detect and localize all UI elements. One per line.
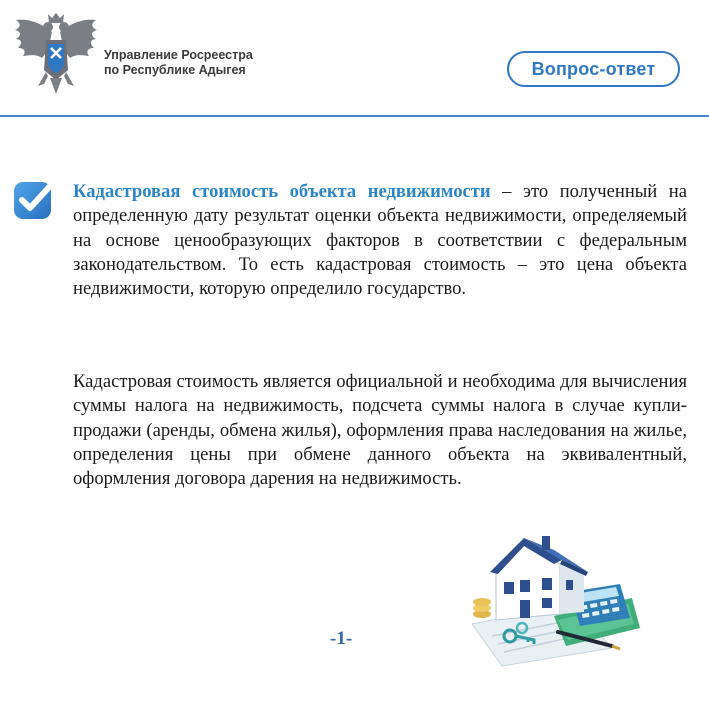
checkmark-badge-icon [13, 178, 55, 220]
header [0, 0, 709, 118]
org-name-line1: Управление Росреестра [104, 48, 253, 62]
qa-badge: Вопрос-ответ [507, 51, 680, 87]
house-calculator-illustration [462, 528, 642, 668]
page-number: -1- [330, 628, 353, 649]
eagle-emblem-icon [12, 10, 100, 96]
org-name-line2: по Республике Адыгея [104, 63, 246, 77]
definition-paragraph [73, 180, 687, 301]
header-divider [0, 115, 709, 117]
usage-paragraph: Кадастровая стоимость является официальной и необходима для вычисления суммы налога на недвижимость, подсчета суммы налога в случае купли-продажи (аренды, обмена жилья), оформления права наследования на жилье, определения цены при обмене данного объекта на эквивалентный, оформления договора дарения на недвижимость. [73, 371, 687, 490]
term-heading: Кадастровая стоимость объекта недвижимости [73, 181, 491, 202]
organization-name [104, 48, 253, 78]
definition-text: – это полученный на определенную дату результат оценки объекта недвижимости, определяемый на основе ценообразующих факторов в соответствии с федеральным законодательством. То есть кадастровая стоимость – это цена объекта недвижимости, которую определило государство. [73, 181, 687, 300]
